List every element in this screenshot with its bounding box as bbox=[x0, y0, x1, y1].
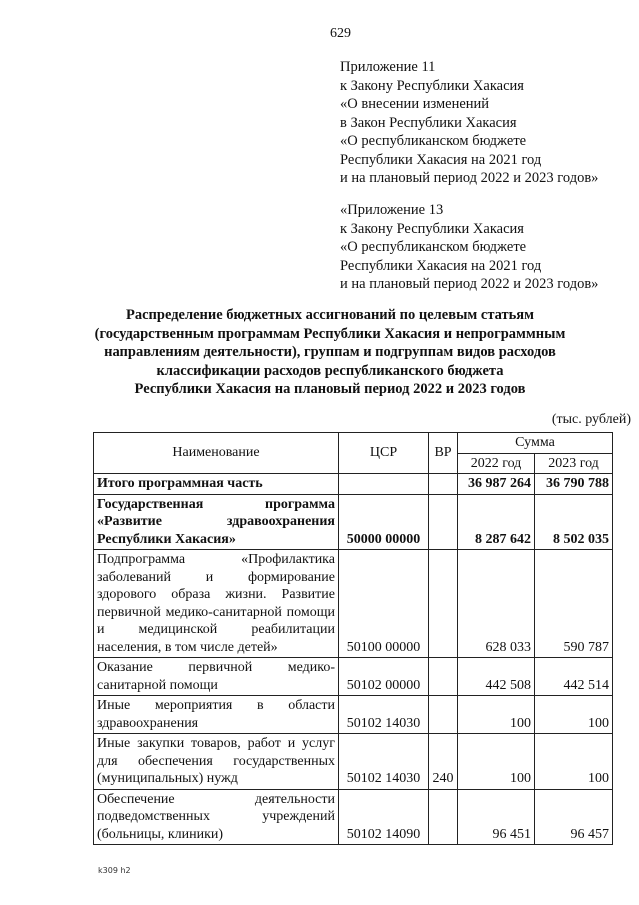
row-sum-2022: 628 033 bbox=[458, 550, 535, 658]
row-vr bbox=[429, 474, 458, 495]
appendix-line: к Закону Республики Хакасия bbox=[340, 220, 524, 237]
appendix-line: «Приложение 13 bbox=[340, 202, 444, 218]
header-vr: ВР bbox=[429, 433, 458, 474]
table-header-row bbox=[94, 433, 613, 454]
row-name: Иные закупки товаров, работ и услуг для обеспечения государственных (муниципальных) нужд bbox=[94, 734, 339, 790]
table-row bbox=[94, 550, 613, 658]
header-name: Наименование bbox=[94, 433, 339, 474]
title-line: Республики Хакасия на плановый период 2022 и 2023 годов bbox=[134, 381, 526, 397]
row-sum-2022: 442 508 bbox=[458, 658, 535, 696]
appendix-line: Приложение 11 bbox=[340, 59, 436, 75]
row-name: Подпрограмма «Профилактика заболеваний и формирование здорового образа жизни. Развитие первичной медико-санитарной помощи и медицинской реабилитации населения, в том числе детей» bbox=[94, 550, 339, 658]
row-vr bbox=[429, 696, 458, 734]
appendix-13-reference bbox=[340, 201, 598, 294]
row-sum-2023: 96 457 bbox=[535, 789, 613, 845]
table-row bbox=[94, 734, 613, 790]
document-title bbox=[60, 306, 600, 399]
row-name: Итого программная часть bbox=[94, 474, 339, 495]
header-csr: ЦСР bbox=[339, 433, 429, 474]
row-name: Обеспечение деятельности подведомственных учреждений (больницы, клиники) bbox=[94, 789, 339, 845]
row-vr: 240 bbox=[429, 734, 458, 790]
appendix-line: и на плановый период 2022 и 2023 годов» bbox=[340, 276, 599, 292]
row-name: Иные мероприятия в области здравоохранения bbox=[94, 696, 339, 734]
row-sum-2022: 100 bbox=[458, 696, 535, 734]
row-csr: 50102 14030 bbox=[339, 734, 429, 790]
appendix-line: к Закону Республики Хакасия bbox=[340, 77, 524, 94]
row-vr bbox=[429, 494, 458, 550]
header-year-2022: 2022 год bbox=[458, 453, 535, 474]
table-row bbox=[94, 789, 613, 845]
units-label: (тыс. рублей) bbox=[551, 412, 631, 427]
row-vr bbox=[429, 789, 458, 845]
table-row bbox=[94, 474, 613, 495]
budget-table bbox=[93, 432, 613, 845]
row-sum-2022: 36 987 264 bbox=[458, 474, 535, 495]
appendix-line: «О внесении изменений bbox=[340, 96, 490, 112]
table-row bbox=[94, 494, 613, 550]
row-vr bbox=[429, 550, 458, 658]
footer-code: k309 h2 bbox=[98, 866, 131, 875]
row-name: Государственная программа «Развитие здравоохранения Республики Хакасия» bbox=[94, 494, 339, 550]
row-sum-2023: 100 bbox=[535, 696, 613, 734]
row-csr: 50102 14090 bbox=[339, 789, 429, 845]
row-csr: 50100 00000 bbox=[339, 550, 429, 658]
row-vr bbox=[429, 658, 458, 696]
row-sum-2023: 36 790 788 bbox=[535, 474, 613, 495]
appendix-line: «О республиканском бюджете bbox=[340, 239, 527, 255]
row-sum-2023: 442 514 bbox=[535, 658, 613, 696]
header-sum: Сумма bbox=[458, 433, 613, 454]
row-sum-2022: 100 bbox=[458, 734, 535, 790]
appendix-11-reference bbox=[340, 58, 598, 188]
table-row bbox=[94, 658, 613, 696]
appendix-line: Республики Хакасия на 2021 год bbox=[340, 257, 542, 274]
row-csr: 50102 00000 bbox=[339, 658, 429, 696]
title-line: классификации расходов республиканского бюджета bbox=[156, 362, 504, 379]
appendix-line: Республики Хакасия на 2021 год bbox=[340, 151, 542, 168]
row-sum-2023: 100 bbox=[535, 734, 613, 790]
title-line: Распределение бюджетных ассигнований по целевым статьям bbox=[125, 307, 535, 323]
row-csr: 50102 14030 bbox=[339, 696, 429, 734]
appendix-line: в Закон Республики Хакасия bbox=[340, 114, 517, 131]
row-sum-2022: 96 451 bbox=[458, 789, 535, 845]
row-csr: 50000 00000 bbox=[339, 494, 429, 550]
row-sum-2023: 590 787 bbox=[535, 550, 613, 658]
row-sum-2023: 8 502 035 bbox=[535, 494, 613, 550]
appendix-line: и на плановый период 2022 и 2023 годов» bbox=[340, 170, 599, 186]
row-csr bbox=[339, 474, 429, 495]
appendix-line: «О республиканском бюджете bbox=[340, 133, 527, 149]
title-line: направлениям деятельности), группам и подгруппам видов расходов bbox=[104, 344, 556, 360]
page-number: 629 bbox=[330, 26, 351, 41]
title-line: (государственным программам Республики Хакасия и непрограммным bbox=[94, 325, 566, 342]
row-name: Оказание первичной медико-санитарной помощи bbox=[94, 658, 339, 696]
header-year-2023: 2023 год bbox=[535, 453, 613, 474]
table-row bbox=[94, 696, 613, 734]
row-sum-2022: 8 287 642 bbox=[458, 494, 535, 550]
